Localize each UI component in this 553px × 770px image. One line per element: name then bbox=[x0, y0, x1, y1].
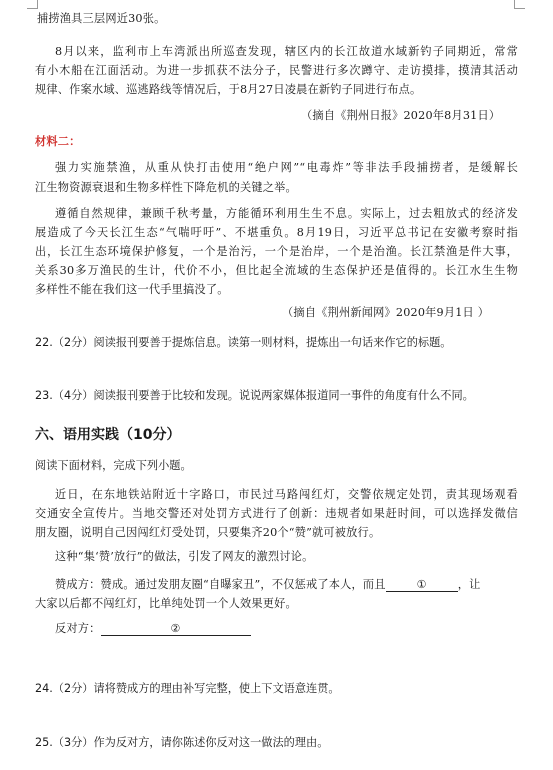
section-intro: 阅读下面材料，完成下列小题。 bbox=[35, 459, 192, 472]
material1-p1-line2: 有小木船在江面活动。为进一步抓获不法分子，民警进行多次蹲守、走访摸排，摸清其活动 bbox=[35, 64, 518, 77]
material2-source: （摘自《荆州新闻网》2020年9月1日 ） bbox=[282, 306, 490, 319]
material1-p1-line1: 8月以来，监利市上车湾派出所巡查发现，辖区内的长江故道水域新钓子同期近，常常 bbox=[55, 45, 518, 58]
material2-p2-line4: 关系30多万渔民的生计，代价不小，但比起全流域的生态保护还是值得的。长江水生生物 bbox=[35, 264, 518, 277]
material2-p1-line1: 强力实施禁渔，从重从快打击使用“绝户网”“电毒炸”等非法手段捕捞者，是缓解长 bbox=[55, 161, 518, 174]
answer-blank-2[interactable]: ② bbox=[101, 622, 251, 636]
material3-line1: 近日，在东地铁站附近十字路口，市民过马路闯红灯，交警依规定处罚，责其现场观看 bbox=[55, 488, 518, 501]
con-side-line bbox=[55, 622, 251, 636]
question-24: 24.（2分）请将赞成方的理由补写完整，使上下文语意连贯。 bbox=[35, 682, 340, 695]
pro-side-line2: 大家以后都不闯红灯，比单纯处罚一个人效果更好。 bbox=[35, 597, 297, 610]
material2-p2-line5: 多样性不能在我们这一代手里搞没了。 bbox=[35, 283, 229, 296]
question-23: 23.（4分）阅读报刊要善于比较和发现。说说两家媒体报道同一事件的角度有什么不同。 bbox=[35, 389, 474, 402]
material2-p2-line3: 出，长江生态环境保护修复，一个是治污，一个是治岸，一个是治渔。长江禁渔是件大事， bbox=[35, 245, 518, 258]
section-heading: 六、语用实践（10分） bbox=[35, 427, 181, 443]
material3-line3: 朋友圈，说明自己因闯红灯受处罚，只要集齐20个“赞”就可被放行。 bbox=[35, 526, 381, 539]
material1-p1-line3: 规律、作案水域、巡逃路线等情况后，于8月27日凌晨在新钓子同进行布点。 bbox=[35, 83, 422, 96]
material2-p2-line2: 展造成了今天长江生态“气喘吁吁”、不堪重负。8月19日，习近平总书记在安徽考察时指 bbox=[35, 226, 518, 239]
material1-source: （摘自《荆州日报》2020年8月31日） bbox=[301, 109, 501, 122]
pro-side-line1 bbox=[55, 578, 480, 592]
page-corner-mark bbox=[27, 0, 38, 9]
material3-line2: 交通安全宣传片。当地交警还对处罚方式进行了创新：违规者如果赶时间，可以选择发微信 bbox=[35, 507, 518, 520]
pro-side-text: 赞成方：赞成。通过发朋友圈“自曝家丑”，不仅惩戒了本人，而且 bbox=[55, 578, 386, 591]
con-side-label: 反对方： bbox=[55, 622, 101, 635]
material2-heading: 材料二： bbox=[35, 134, 81, 148]
pro-side-suffix: ，让 bbox=[457, 578, 481, 591]
material2-p1-line2: 江生物资源衰退和生物多样性下降危机的关键之举。 bbox=[35, 181, 297, 194]
top-line: 捕捞渔具三层网近30张。 bbox=[37, 12, 166, 25]
question-22: 22.（2分）阅读报刊要善于提炼信息。读第一则材料，提炼出一句话来作它的标题。 bbox=[35, 336, 452, 349]
answer-blank-1[interactable]: ① bbox=[386, 578, 458, 592]
material3-discussion: 这种“集‘赞’放行”的做法，引发了网友的激烈讨论。 bbox=[55, 550, 314, 563]
material2-p2-line1: 遵循自然规律，兼顾千秋考量，方能循环利用生生不息。实际上，过去粗放式的经济发 bbox=[55, 207, 518, 220]
page-corner-mark bbox=[514, 0, 525, 9]
question-25: 25.（3分）作为反对方，请你陈述你反对这一做法的理由。 bbox=[35, 736, 329, 749]
